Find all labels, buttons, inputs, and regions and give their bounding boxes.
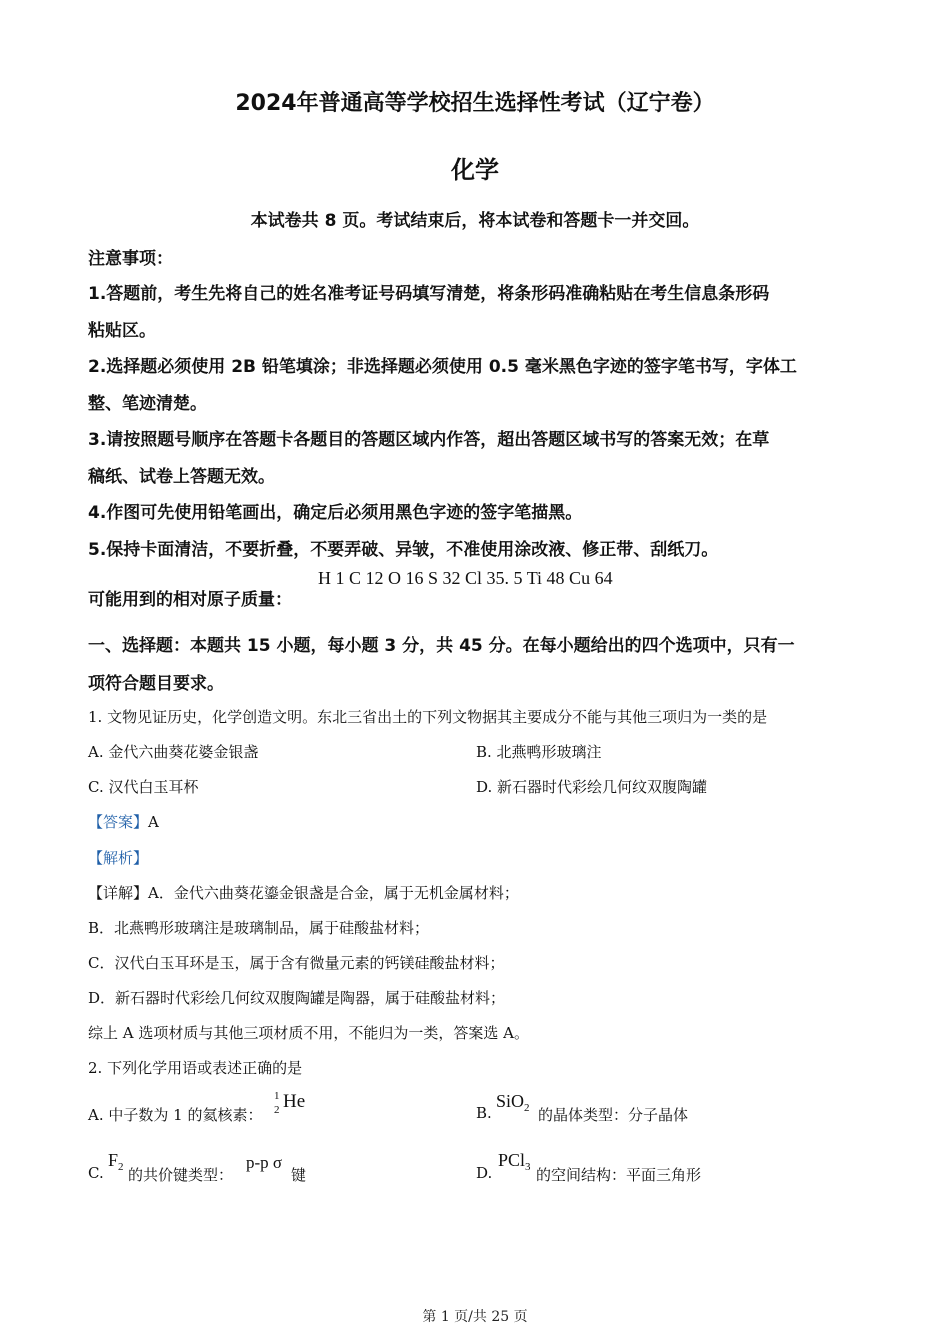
note-line: 2.选择题必须使用 2B 铅笔填涂；非选择题必须使用 0.5 毫米黑色字迹的签字笔书写，字体工 — [88, 357, 797, 377]
q2-option-c-bond: p-p σ — [246, 1153, 283, 1172]
note-line: 1.答题前，考生先将自己的姓名准考证号码填写清楚，将条形码准确粘贴在考生信息条形码 — [88, 284, 770, 304]
q1-option-d: D. 新石器时代彩绘几何纹双腹陶罐 — [476, 778, 708, 796]
q2-option-c-text: 的共价键类型： — [128, 1166, 234, 1184]
q1-detail-line — [88, 882, 519, 903]
atomic-mass-values: H 1 C 12 O 16 S 32 Cl 35. 5 Ti 48 Cu 64 — [318, 568, 613, 588]
q2-option-a: A. 中子数为 1 的氦核素： — [88, 1106, 263, 1124]
detail-text: A．金代六曲葵花鎏金银盏是合金，属于无机金属材料； — [148, 884, 519, 902]
q1-option-a: A. 金代六曲葵花婆金银盏 — [88, 743, 259, 761]
note-line: 3.请按照题号顺序在答题卡各题目的答题区域内作答，超出答题区域书写的答案无效；在草 — [88, 430, 770, 450]
q2-option-c-text-end: 键 — [291, 1166, 307, 1184]
note-line: 5.保持卡面清洁，不要折叠，不要弄破、异皱，不准使用涂改液、修正带、刮纸刀。 — [88, 540, 719, 560]
notes-heading: 注意事项： — [88, 249, 173, 269]
detail-tag: 【详解】 — [88, 884, 149, 902]
q1-detail-line: C．汉代白玉耳环是玉，属于含有微量元素的钙镁硅酸盐材料； — [88, 954, 505, 972]
element-symbol: He — [283, 1091, 306, 1112]
question-1-stem: 1. 文物见证历史，化学创造文明。东北三省出土的下列文物据其主要成分不能与其他三项归为一类的是 — [88, 708, 768, 726]
mass-number: 1 — [274, 1090, 280, 1102]
q1-option-b: B. 北燕鸭形玻璃注 — [476, 743, 602, 761]
q2-option-b-formula — [496, 1091, 530, 1114]
q2-option-c-formula — [108, 1150, 124, 1173]
formula-subscript: 3 — [525, 1161, 531, 1173]
q2-option-b-text: 的晶体类型：分子晶体 — [538, 1106, 689, 1124]
formula-subscript: 2 — [524, 1102, 530, 1114]
q1-answer — [88, 811, 159, 832]
q1-option-c: C. 汉代白玉耳杯 — [88, 778, 199, 796]
q1-detail-line: B．北燕鸭形玻璃注是玻璃制品，属于硅酸盐材料； — [88, 919, 430, 937]
note-line: 整、笔迹清楚。 — [88, 394, 207, 414]
q1-detail-line: D．新石器时代彩绘几何纹双腹陶罐是陶器，属于硅酸盐材料； — [88, 989, 506, 1007]
note-line: 4.作图可先使用铅笔画出，确定后必须用黑色字迹的签字笔描黑。 — [88, 503, 583, 523]
q2-option-d-text: 的空间结构：平面三角形 — [536, 1166, 702, 1184]
note-line: 稿纸、试卷上答题无效。 — [88, 467, 275, 487]
q2-option-d-formula — [498, 1150, 531, 1173]
atomic-mass-label: 可能用到的相对原子质量： — [88, 590, 292, 610]
section-heading-cont: 项符合题目要求。 — [88, 674, 224, 694]
note-line: 粘贴区。 — [88, 321, 156, 341]
formula-main: PCl — [498, 1150, 526, 1170]
question-2-stem: 2. 下列化学用语或表述正确的是 — [88, 1059, 303, 1077]
answer-tag: 【答案】 — [88, 813, 149, 831]
q1-detail-line: 综上 A 选项材质与其他三项材质不用，不能归为一类，答案选 A。 — [88, 1024, 529, 1042]
subject-title: 化学 — [451, 156, 499, 184]
section-heading: 一、选择题：本题共 15 小题，每小题 3 分，共 45 分。在每小题给出的四个选项中，只有一 — [88, 636, 795, 656]
exam-intro: 本试卷共 8 页。考试结束后，将本试卷和答题卡一并交回。 — [250, 211, 700, 231]
q2-option-c-letter: C. — [88, 1164, 104, 1182]
q2-option-b-letter: B. — [476, 1104, 492, 1122]
q2-option-d-letter: D. — [476, 1164, 493, 1182]
exam-title: 2024年普通高等学校招生选择性考试（辽宁卷） — [235, 91, 715, 116]
answer-value: A — [148, 813, 159, 831]
formula-main: SiO — [496, 1091, 525, 1111]
page-number: 第 1 页/共 25 页 — [422, 1309, 528, 1325]
atomic-number: 2 — [274, 1104, 280, 1116]
formula-subscript: 2 — [118, 1161, 124, 1173]
formula-main: F — [108, 1150, 119, 1170]
q1-analysis-tag: 【解析】 — [88, 849, 149, 867]
